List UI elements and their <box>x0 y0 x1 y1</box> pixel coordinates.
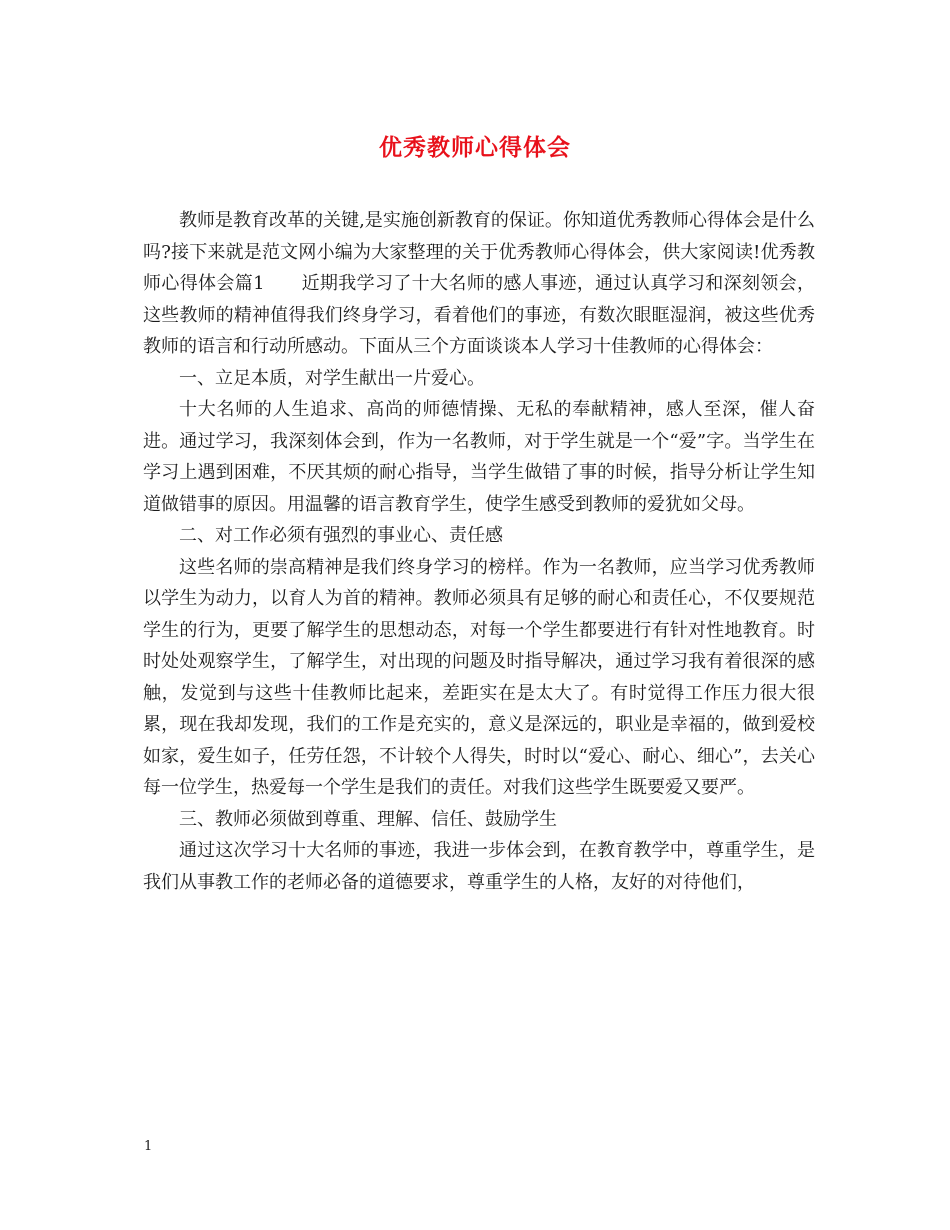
document-title: 优秀教师心得体会 <box>379 134 571 161</box>
paragraph-section-1: 十大名师的人生追求、高尚的师德情操、无私的奉献精神，感人至深，催人奋进。通过学习，我深刻体会到，作为一名教师，对于学生就是一个“爱”字。当学生在学习上遇到困难，不厌其烦的耐心指导，当学生做错了事的时候，指导分析让学生知道做错事的原因。用温馨的语言教育学生，使学生感受到教师的爱犹如父母。 <box>143 399 815 515</box>
section-heading-3: 三、教师必须做到尊重、理解、信任、鼓励学生 <box>179 808 557 830</box>
section-heading-2: 二、对工作必须有强烈的事业心、责任感 <box>179 525 503 546</box>
paragraph-intro: 教师是教育改革的关键,是实施创新教育的保证。你知道优秀教师心得体会是什么吗?接下来就是范文网小编为大家整理的关于优秀教师心得体会，供大家阅读!优秀教师心得体会篇1 近期我学习了十大名师的感人事迹，通过认真学习和深刻领会，这些教师的精神值得我们终身学习，看着他们的事迹，有数次眼眶湿润，被这些优秀教师的语言和行动所感动。下面从三个方面谈谈本人学习十佳教师的心得体会： <box>143 210 815 357</box>
page-number: 1 <box>144 1139 153 1154</box>
section-heading-1: 一、立足本质，对学生献出一片爱心。 <box>179 367 485 389</box>
paragraph-section-2: 这些名师的崇高精神是我们终身学习的榜样。作为一名教师，应当学习优秀教师以学生为动力，以育人为首的精神。教师必须具有足够的耐心和责任心，不仅要规范学生的行为，更要了解学生的思想动态，对每一个学生都要进行有针对性地教育。时时处处观察学生，了解学生，对出现的问题及时指导解决，通过学习我有着很深的感触，发觉到与这些十佳教师比起来，差距实在是太大了。有时觉得工作压力很大很累，现在我却发现，我们的工作是充实的，意义是深远的，职业是幸福的，做到爱校如家，爱生如子，任劳任怨，不计较个人得失，时时以“爱心、耐心、细心”，去关心每一位学生，热爱每一个学生是我们的责任。对我们这些学生既要爱又要严。 <box>143 556 815 798</box>
document-body <box>143 205 815 898</box>
paragraph-section-3: 通过这次学习十大名师的事迹，我进一步体会到，在教育教学中，尊重学生，是我们从事教工作的老师必备的道德要求，尊重学生的人格，友好的对待他们， <box>143 840 815 893</box>
